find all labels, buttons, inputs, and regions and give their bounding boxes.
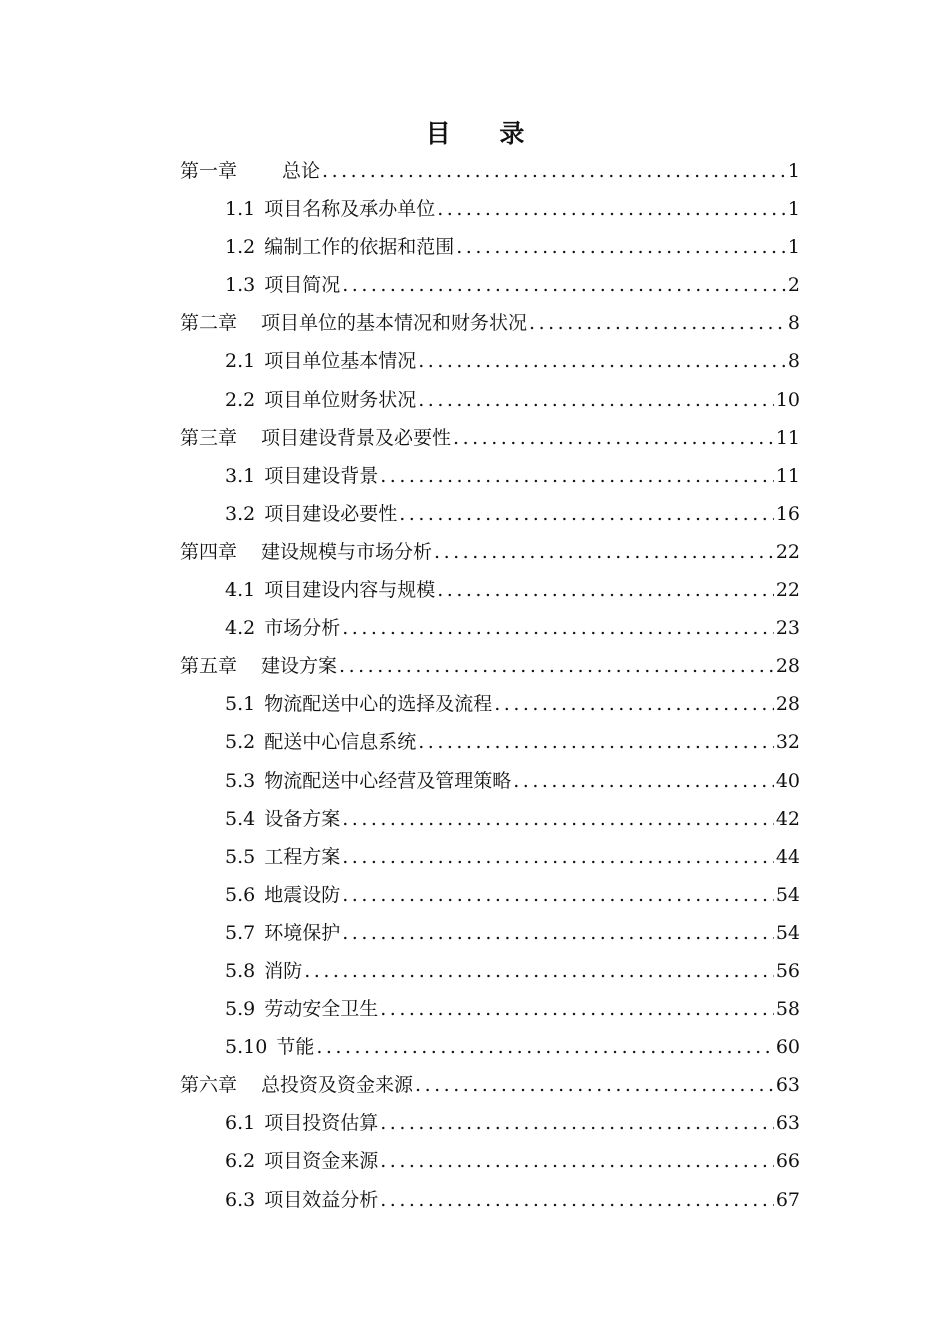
toc-entry-page-number: 28: [775, 655, 800, 678]
dot-leader: [342, 617, 774, 639]
toc-entry-number: 4.1: [225, 579, 256, 602]
toc-entry-number: 5.2: [225, 731, 256, 754]
dot-leader: [418, 389, 774, 411]
toc-section-entry[interactable]: [180, 1032, 800, 1070]
toc-entry-number: 1.3: [225, 274, 256, 297]
toc-section-entry[interactable]: [180, 918, 800, 956]
toc-section-entry[interactable]: [180, 1146, 800, 1184]
toc-entry-number: 第三章: [180, 426, 238, 449]
toc-section-entry[interactable]: [180, 346, 800, 384]
toc-entry-label: 项目名称及承办单位: [264, 198, 436, 221]
toc-entry-page-number: 1: [787, 236, 800, 259]
dot-leader: [456, 236, 786, 258]
toc-list: [180, 156, 800, 1223]
toc-chapter-entry[interactable]: [180, 308, 800, 346]
toc-entry-number: 5.9: [225, 998, 256, 1021]
toc-section-entry[interactable]: [180, 270, 800, 308]
toc-section-entry[interactable]: [180, 880, 800, 918]
dot-leader: [380, 998, 774, 1020]
toc-entry-number: 第四章: [180, 540, 238, 563]
toc-section-entry[interactable]: [180, 499, 800, 537]
toc-entry-label: 物流配送中心经营及管理策略: [264, 769, 512, 792]
toc-chapter-entry[interactable]: [180, 156, 800, 194]
toc-section-entry[interactable]: [180, 727, 800, 765]
toc-chapter-entry[interactable]: [180, 651, 800, 689]
dot-leader: [342, 846, 774, 868]
dot-leader: [304, 960, 774, 982]
toc-section-entry[interactable]: [180, 994, 800, 1032]
toc-entry-label: 项目建设内容与规模: [264, 579, 436, 602]
toc-entry-number: 第二章: [180, 312, 238, 335]
dot-leader: [380, 1112, 774, 1134]
dot-leader: [513, 770, 774, 792]
toc-entry-number: 2.2: [225, 388, 256, 411]
dot-leader: [453, 427, 774, 449]
toc-section-entry[interactable]: [180, 613, 800, 651]
toc-chapter-entry[interactable]: [180, 537, 800, 575]
toc-section-entry[interactable]: [180, 232, 800, 270]
dot-leader: [437, 579, 774, 601]
toc-section-entry[interactable]: [180, 1108, 800, 1146]
toc-entry-label: 项目单位基本情况: [264, 350, 417, 373]
toc-section-entry[interactable]: [180, 461, 800, 499]
toc-entry-label: 项目简况: [264, 274, 341, 297]
toc-entry-label: 项目投资估算: [264, 1112, 379, 1135]
toc-entry-page-number: 22: [775, 540, 800, 563]
toc-entry-number: 1.2: [225, 236, 256, 259]
toc-entry-label: 设备方案: [264, 807, 341, 830]
toc-entry-page-number: 8: [787, 350, 800, 373]
toc-chapter-entry[interactable]: [180, 423, 800, 461]
dot-leader: [342, 274, 786, 296]
dot-leader: [322, 160, 786, 182]
dot-leader: [494, 693, 774, 715]
toc-entry-number: 第五章: [180, 655, 238, 678]
dot-leader: [380, 465, 774, 487]
toc-entry-number: 2.1: [225, 350, 256, 373]
toc-entry-label: 消防: [264, 959, 303, 982]
toc-entry-page-number: 56: [775, 959, 800, 982]
toc-entry-label: 总投资及资金来源: [261, 1074, 414, 1097]
toc-entry-page-number: 8: [787, 312, 800, 335]
toc-entry-page-number: 22: [775, 579, 800, 602]
toc-entry-page-number: 42: [775, 807, 800, 830]
toc-section-entry[interactable]: [180, 575, 800, 613]
toc-entry-page-number: 54: [775, 921, 800, 944]
dot-leader: [380, 1189, 774, 1211]
toc-entry-page-number: 1: [787, 160, 800, 182]
toc-entry-number: 5.10: [225, 1036, 268, 1059]
toc-entry-label: 市场分析: [264, 617, 341, 640]
toc-entry-label: 项目建设必要性: [264, 502, 398, 525]
toc-entry-label: 项目效益分析: [264, 1188, 379, 1211]
toc-entry-page-number: 10: [775, 388, 800, 411]
toc-entry-page-number: 1: [787, 198, 800, 221]
toc-entry-number: 5.4: [225, 807, 256, 830]
toc-section-entry[interactable]: [180, 956, 800, 994]
dot-leader: [339, 655, 774, 677]
toc-entry-label: 物流配送中心的选择及流程: [264, 693, 493, 716]
toc-entry-label: 节能: [276, 1036, 315, 1059]
toc-chapter-entry[interactable]: [180, 1070, 800, 1108]
toc-entry-label: 建设方案: [261, 655, 338, 678]
toc-entry-page-number: 63: [775, 1074, 800, 1097]
toc-entry-number: 6.1: [225, 1112, 256, 1135]
toc-entry-number: 1.1: [225, 198, 256, 221]
toc-entry-number: 5.8: [225, 959, 256, 982]
toc-title: 目 录: [425, 119, 545, 148]
toc-section-entry[interactable]: [180, 1185, 800, 1223]
toc-entry-label: 环境保护: [264, 921, 341, 944]
toc-entry-number: 6.2: [225, 1150, 256, 1173]
dot-leader: [399, 503, 774, 525]
toc-entry-page-number: 32: [775, 731, 800, 754]
toc-section-entry[interactable]: [180, 766, 800, 804]
toc-entry-label: 工程方案: [264, 845, 341, 868]
dot-leader: [529, 312, 786, 334]
dot-leader: [342, 808, 774, 830]
toc-entry-number: 第六章: [180, 1074, 238, 1097]
toc-section-entry[interactable]: [180, 689, 800, 727]
toc-entry-label: 项目单位财务状况: [264, 388, 417, 411]
toc-section-entry[interactable]: [180, 385, 800, 423]
dot-leader: [434, 541, 774, 563]
toc-entry-page-number: 44: [775, 845, 800, 868]
toc-entry-label: 建设规模与市场分析: [261, 540, 433, 563]
toc-entry-page-number: 16: [775, 502, 800, 525]
toc-section-entry[interactable]: [180, 194, 800, 232]
dot-leader: [437, 198, 786, 220]
toc-entry-page-number: 2: [787, 274, 800, 297]
toc-entry-label: 总论: [282, 160, 321, 182]
toc-entry-page-number: 67: [775, 1188, 800, 1211]
toc-entry-page-number: 60: [775, 1036, 800, 1059]
toc-entry-number: 5.7: [225, 921, 256, 944]
dot-leader: [418, 350, 786, 372]
dot-leader: [316, 1036, 773, 1058]
toc-entry-label: 项目建设背景: [264, 464, 379, 487]
toc-entry-label: 项目建设背景及必要性: [261, 426, 452, 449]
toc-entry-number: 5.5: [225, 845, 256, 868]
toc-section-entry[interactable]: [180, 842, 800, 880]
toc-entry-number: 5.6: [225, 883, 256, 906]
toc-entry-number: 4.2: [225, 617, 256, 640]
dot-leader: [342, 922, 774, 944]
toc-entry-page-number: 63: [775, 1112, 800, 1135]
toc-entry-page-number: 66: [775, 1150, 800, 1173]
toc-entry-page-number: 11: [775, 426, 800, 449]
toc-entry-page-number: 28: [775, 693, 800, 716]
toc-section-entry[interactable]: [180, 804, 800, 842]
toc-entry-number: 3.1: [225, 464, 256, 487]
toc-entry-label: 配送中心信息系统: [264, 731, 417, 754]
dot-leader: [415, 1074, 774, 1096]
dot-leader: [380, 1150, 774, 1172]
toc-entry-number: 第一章: [180, 160, 238, 182]
toc-entry-label: 劳动安全卫生: [264, 998, 379, 1021]
toc-entry-label: 编制工作的依据和范围: [264, 236, 455, 259]
toc-entry-number: 6.3: [225, 1188, 256, 1211]
toc-entry-page-number: 11: [775, 464, 800, 487]
toc-entry-label: 项目资金来源: [264, 1150, 379, 1173]
toc-entry-page-number: 54: [775, 883, 800, 906]
toc-entry-label: 地震设防: [264, 883, 341, 906]
toc-entry-number: 5.3: [225, 769, 256, 792]
dot-leader: [418, 731, 774, 753]
toc-entry-label: 项目单位的基本情况和财务状况: [261, 312, 528, 335]
toc-entry-number: 3.2: [225, 502, 256, 525]
dot-leader: [342, 884, 774, 906]
toc-entry-page-number: 23: [775, 617, 800, 640]
toc-entry-number: 5.1: [225, 693, 256, 716]
toc-entry-page-number: 58: [775, 998, 800, 1021]
toc-entry-page-number: 40: [775, 769, 800, 792]
